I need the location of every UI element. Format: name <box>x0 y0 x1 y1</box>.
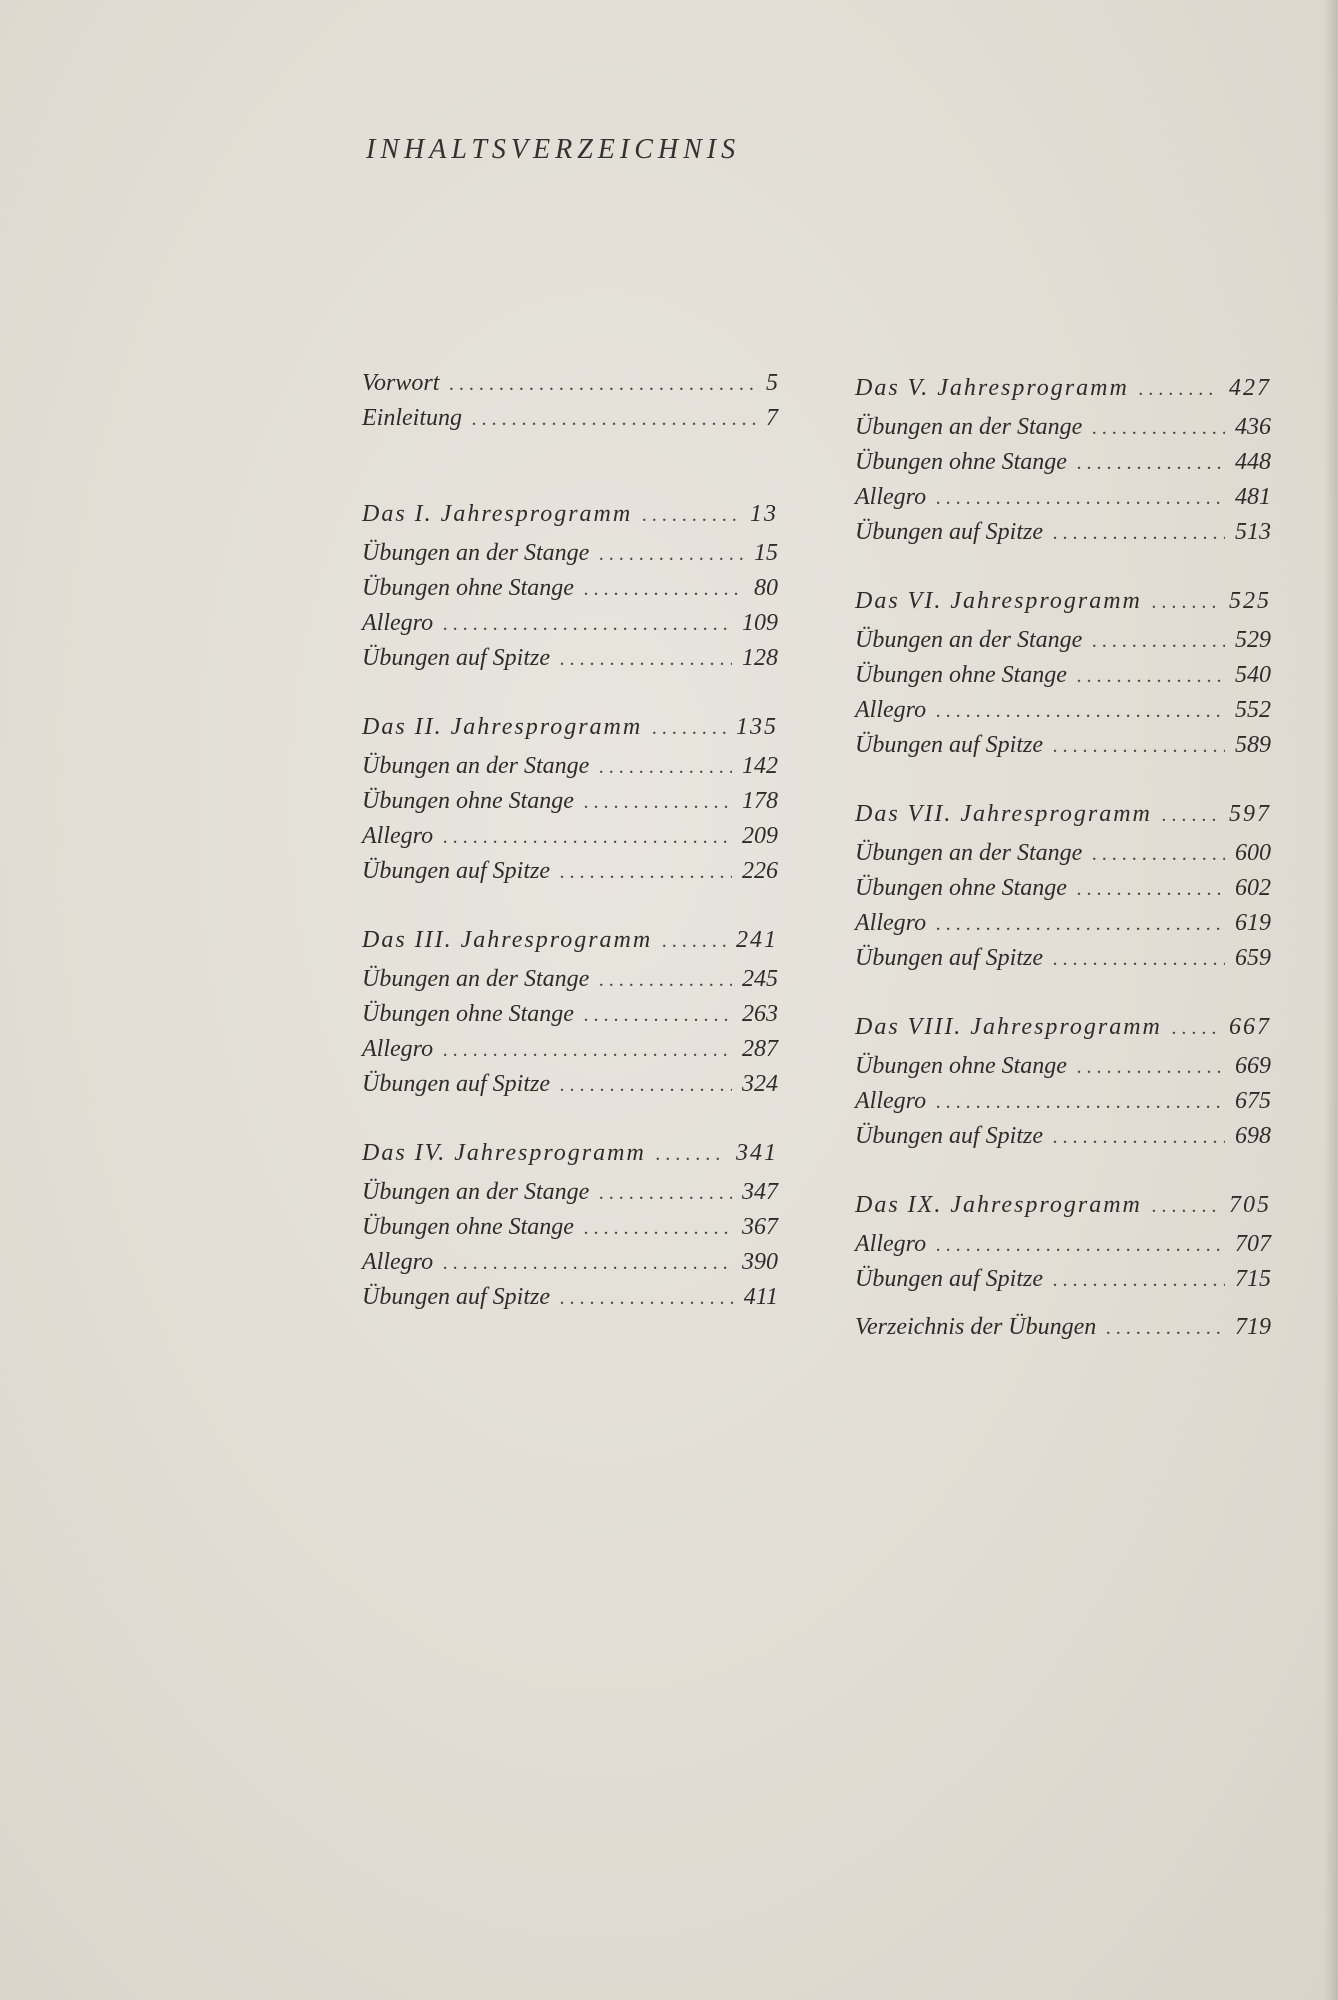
toc-page-number: 698 <box>1235 1123 1271 1149</box>
toc-page-number: 287 <box>742 1036 778 1062</box>
toc-entry <box>362 1032 778 1067</box>
dot-leader <box>1092 837 1225 872</box>
toc-page-number: 411 <box>743 1284 778 1310</box>
toc-entry <box>855 623 1271 658</box>
dot-leader <box>584 998 732 1033</box>
dot-leader <box>1053 1263 1225 1298</box>
toc-page-number: 324 <box>742 1071 778 1097</box>
toc-section-heading <box>855 1183 1271 1227</box>
toc-section-title: Das VI. Jahresprogramm <box>855 588 1142 614</box>
dot-leader <box>599 1176 732 1211</box>
toc-entry-title: Vorwort <box>362 370 440 396</box>
toc-entry-title: Übungen auf Spitze <box>362 645 550 671</box>
toc-entry-title: Übungen an der Stange <box>362 753 590 779</box>
dot-leader <box>560 642 732 677</box>
dot-leader <box>936 1228 1225 1263</box>
toc-section-heading <box>855 1005 1271 1049</box>
toc-entry-title: Verzeichnis der Übungen <box>855 1314 1097 1340</box>
toc-entry <box>362 819 778 854</box>
toc-page-number: 13 <box>750 501 778 527</box>
toc-entry <box>362 784 778 819</box>
toc-page-number: 226 <box>742 858 778 884</box>
toc-entry <box>362 1245 778 1280</box>
toc-page-number: 347 <box>742 1179 778 1205</box>
toc-entry <box>855 693 1271 728</box>
toc-entry-title: Übungen ohne Stange <box>855 449 1067 475</box>
dot-leader <box>1162 793 1219 837</box>
toc-page-number: 341 <box>736 1140 778 1166</box>
dot-leader <box>1077 872 1225 907</box>
toc-entry-title: Übungen auf Spitze <box>362 1071 550 1097</box>
toc-page-number: 263 <box>742 1001 778 1027</box>
dot-leader <box>1077 1050 1225 1085</box>
toc-page-number: 80 <box>754 575 778 601</box>
toc-page-number: 529 <box>1235 627 1271 653</box>
toc-entry-title: Übungen an der Stange <box>362 1179 590 1205</box>
toc-page-number: 707 <box>1235 1231 1271 1257</box>
toc-section-title: Das II. Jahresprogramm <box>362 714 643 740</box>
toc-entry-title: Übungen ohne Stange <box>855 662 1067 688</box>
toc-page-number: 7 <box>766 405 778 431</box>
dot-leader <box>936 907 1225 942</box>
toc-entry-title: Übungen an der Stange <box>855 414 1083 440</box>
toc-entry-title: Übungen auf Spitze <box>855 1123 1043 1149</box>
dot-leader <box>1053 729 1225 764</box>
toc-page-number: 109 <box>742 610 778 636</box>
toc-entry-title: Übungen an der Stange <box>362 966 590 992</box>
toc-page-number: 245 <box>742 966 778 992</box>
dot-leader <box>936 481 1225 516</box>
page-title: INHALTSVERZEICHNIS <box>366 134 741 165</box>
dot-leader <box>599 963 732 998</box>
toc-entry-title: Allegro <box>855 697 927 723</box>
toc-page-number: 390 <box>742 1249 778 1275</box>
dot-leader <box>449 367 756 402</box>
toc-entry-title: Übungen auf Spitze <box>855 1266 1043 1292</box>
toc-entry <box>362 536 778 571</box>
dot-leader <box>1077 659 1225 694</box>
toc-entry-title: Übungen an der Stange <box>362 540 590 566</box>
toc-entry <box>855 871 1271 906</box>
toc-section-title: Das IV. Jahresprogramm <box>362 1140 646 1166</box>
toc-entry-einleitung <box>362 401 778 436</box>
toc-section-title: Das VII. Jahresprogramm <box>855 801 1152 827</box>
dot-leader <box>1139 367 1219 411</box>
toc-section-heading <box>362 492 778 536</box>
toc-entry <box>362 997 778 1032</box>
dot-leader <box>584 785 732 820</box>
toc-entry <box>855 1049 1271 1084</box>
toc-page-number: 719 <box>1235 1314 1271 1340</box>
toc-column-right <box>855 366 1271 1345</box>
dot-leader <box>443 820 732 855</box>
toc-page-number: 427 <box>1229 375 1271 401</box>
toc-section-title: Das VIII. Jahresprogramm <box>855 1014 1162 1040</box>
toc-column-left <box>362 366 778 1315</box>
toc-entry-vorwort <box>362 366 778 401</box>
toc-entry <box>362 1175 778 1210</box>
toc-page-number: 667 <box>1229 1014 1271 1040</box>
dot-leader <box>560 1281 734 1316</box>
toc-entry <box>362 1210 778 1245</box>
toc-entry <box>362 962 778 997</box>
dot-leader <box>1053 942 1225 977</box>
toc-section-heading <box>855 366 1271 410</box>
dot-leader <box>584 572 744 607</box>
toc-entry <box>855 1119 1271 1154</box>
toc-entry-title: Übungen an der Stange <box>855 840 1083 866</box>
toc-page-number: 602 <box>1235 875 1271 901</box>
toc-entry <box>855 1262 1271 1297</box>
toc-page-number: 705 <box>1229 1192 1271 1218</box>
toc-section-heading <box>855 792 1271 836</box>
dot-leader <box>584 1211 732 1246</box>
toc-entry <box>855 906 1271 941</box>
toc-entry-title: Übungen auf Spitze <box>362 858 550 884</box>
toc-entry-title: Allegro <box>362 1036 434 1062</box>
toc-entry-title: Übungen ohne Stange <box>362 1001 574 1027</box>
toc-page-number: 436 <box>1235 414 1271 440</box>
toc-entry <box>362 571 778 606</box>
toc-page-number: 135 <box>736 714 778 740</box>
toc-entry-title: Übungen auf Spitze <box>855 519 1043 545</box>
toc-entry-title: Allegro <box>855 910 927 936</box>
toc-entry-title: Einleitung <box>362 405 462 431</box>
toc-page-number: 209 <box>742 823 778 849</box>
toc-page-number: 448 <box>1235 449 1271 475</box>
dot-leader <box>1053 516 1225 551</box>
toc-entry-title: Übungen ohne Stange <box>855 875 1067 901</box>
toc-section-heading <box>362 1131 778 1175</box>
toc-entry <box>855 445 1271 480</box>
toc-entry-title: Übungen ohne Stange <box>362 575 574 601</box>
toc-entry <box>855 658 1271 693</box>
toc-page-number: 128 <box>742 645 778 671</box>
toc-section-title: Das IX. Jahresprogramm <box>855 1192 1142 1218</box>
toc-entry <box>855 515 1271 550</box>
toc-entry-title: Allegro <box>855 1088 927 1114</box>
dot-leader <box>642 493 740 537</box>
toc-entry <box>362 641 778 676</box>
toc-entry-exercise-index <box>855 1310 1271 1345</box>
toc-entry <box>362 854 778 889</box>
dot-leader <box>472 402 756 437</box>
dot-leader <box>599 750 732 785</box>
toc-page-number: 481 <box>1235 484 1271 510</box>
toc-entry-title: Allegro <box>855 1231 927 1257</box>
toc-page-number: 715 <box>1235 1266 1271 1292</box>
dot-leader <box>443 1033 732 1068</box>
toc-section-heading <box>855 579 1271 623</box>
toc-entry-title: Allegro <box>362 823 434 849</box>
dot-leader <box>443 607 732 642</box>
dot-leader <box>1106 1311 1225 1346</box>
toc-section-title: Das V. Jahresprogramm <box>855 375 1129 401</box>
page-edge-shadow <box>1324 0 1338 2000</box>
toc-page-number: 367 <box>742 1214 778 1240</box>
toc-section-heading <box>362 918 778 962</box>
toc-entry-title: Allegro <box>855 484 927 510</box>
toc-entry <box>855 836 1271 871</box>
toc-entry <box>855 1084 1271 1119</box>
toc-section-title: Das I. Jahresprogramm <box>362 501 633 527</box>
toc-entry <box>855 410 1271 445</box>
toc-page-number: 5 <box>766 370 778 396</box>
toc-section-title: Das III. Jahresprogramm <box>362 927 653 953</box>
toc-entry-title: Allegro <box>362 610 434 636</box>
toc-page-number: 619 <box>1235 910 1271 936</box>
toc-page-number: 659 <box>1235 945 1271 971</box>
dot-leader <box>560 855 732 890</box>
toc-page-number: 540 <box>1235 662 1271 688</box>
toc-entry <box>855 941 1271 976</box>
toc-page-number: 600 <box>1235 840 1271 866</box>
dot-leader <box>1053 1120 1225 1155</box>
toc-page-number: 178 <box>742 788 778 814</box>
toc-page-number: 15 <box>754 540 778 566</box>
dot-leader <box>656 1132 726 1176</box>
toc-entry-title: Allegro <box>362 1249 434 1275</box>
toc-entry-title: Übungen an der Stange <box>855 627 1083 653</box>
dot-leader <box>662 919 726 963</box>
toc-entry <box>362 749 778 784</box>
dot-leader <box>599 537 744 572</box>
toc-entry-title: Übungen ohne Stange <box>362 1214 574 1240</box>
dot-leader <box>1092 411 1225 446</box>
toc-entry <box>855 480 1271 515</box>
toc-page-number: 241 <box>736 927 778 953</box>
dot-leader <box>1092 624 1225 659</box>
toc-entry-title: Übungen ohne Stange <box>855 1053 1067 1079</box>
dot-leader <box>936 1085 1225 1120</box>
toc-page-number: 589 <box>1235 732 1271 758</box>
toc-page-number: 675 <box>1235 1088 1271 1114</box>
dot-leader <box>936 694 1225 729</box>
toc-page-number: 669 <box>1235 1053 1271 1079</box>
toc-entry-title: Übungen auf Spitze <box>855 945 1043 971</box>
toc-page-number: 597 <box>1229 801 1271 827</box>
dot-leader <box>652 706 726 750</box>
toc-section-heading <box>362 705 778 749</box>
toc-page-number: 552 <box>1235 697 1271 723</box>
toc-entry <box>362 1067 778 1102</box>
dot-leader <box>1077 446 1225 481</box>
toc-entry-title: Übungen auf Spitze <box>855 732 1043 758</box>
dot-leader <box>560 1068 732 1103</box>
toc-entry-title: Übungen auf Spitze <box>362 1284 550 1310</box>
toc-entry <box>855 1227 1271 1262</box>
toc-page-number: 513 <box>1235 519 1271 545</box>
toc-page-number: 525 <box>1229 588 1271 614</box>
toc-entry-title: Übungen ohne Stange <box>362 788 574 814</box>
toc-entry <box>362 606 778 641</box>
dot-leader <box>1152 580 1219 624</box>
toc-entry <box>855 728 1271 763</box>
dot-leader <box>443 1246 732 1281</box>
dot-leader <box>1152 1184 1219 1228</box>
toc-page-number: 142 <box>742 753 778 779</box>
toc-entry <box>362 1280 778 1315</box>
dot-leader <box>1172 1006 1219 1050</box>
